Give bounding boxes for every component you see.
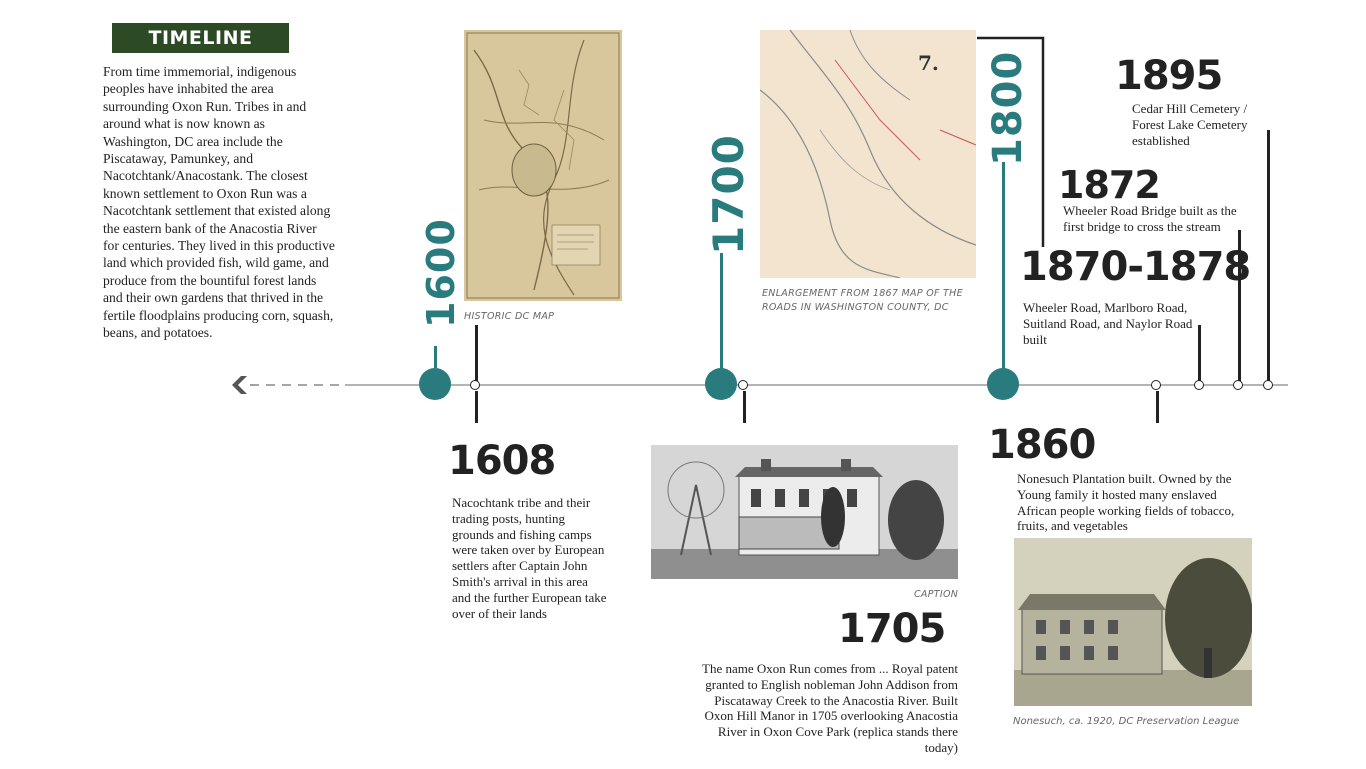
map-plate-number: 7.	[918, 51, 939, 75]
century-1600-dot	[419, 368, 451, 400]
century-1800-dot	[987, 368, 1019, 400]
event-1895-description: Cedar Hill Cemetery / Forest Lake Cemetery established	[1132, 101, 1248, 148]
historic-map-caption: HISTORIC DC MAP	[464, 311, 555, 322]
house-photo-caption: CAPTION	[914, 589, 959, 600]
left-arrow-icon	[232, 376, 247, 394]
event-1860-description: Nonesuch Plantation built. Owned by the Young family it hosted many enslaved African people working fields of tobacco, fruits, and vegetables	[1017, 471, 1235, 534]
event-1870-description: Wheeler Road, Marlboro Road, Suitland Road, and Naylor Road built	[1023, 300, 1193, 347]
tick-1860-lower	[1156, 391, 1159, 423]
century-1700-stem	[720, 253, 723, 369]
tick-1705-dot	[738, 380, 748, 390]
tick-1608-upper	[475, 325, 478, 381]
tick-1705-lower	[743, 391, 746, 423]
tick-1608-lower	[475, 391, 478, 423]
nonesuch-photo-caption: Nonesuch, ca. 1920, DC Preservation League	[1013, 716, 1240, 727]
century-1600-label: 1600	[419, 218, 463, 328]
century-1700-label: 1700	[704, 134, 753, 255]
event-1705-description: The name Oxon Run comes from ... Royal patent granted to English nobleman John Addison from Piscataway Creek to the Anacostia River. Built Oxon Hill Manor in 1705 overlooking Anacostia River in Oxon Cove Park (replica stands there today)	[702, 661, 958, 755]
tick-1872-dot	[1233, 380, 1243, 390]
century-1700-dot	[705, 368, 737, 400]
event-1872-description: Wheeler Road Bridge built as the first bridge to cross the stream	[1063, 203, 1237, 234]
event-1608-description: Nacochtank tribe and their trading posts, hunting grounds and fishing camps were taken over by European settlers after Captain John Smith's arrival in this area and the further European take over of their lands	[452, 495, 607, 621]
event-1872-year: 1872	[1058, 163, 1160, 207]
century-1800-label: 1800	[985, 50, 1031, 166]
intro-paragraph: From time immemorial, indigenous peoples have inhabited the area surrounding Oxon Run. Tribes in and around what is now known as Washington, DC area include the Piscataway, Pamunkey, and Nacotchtank/Anacostank. The closest known settlement to Oxon Run was a Nacotchtank settlement that existed along the eastern bank of the Anacostia River for centuries. They lived in this productive land which provided fish, wild game, and produce from the bountiful forest lands and their own gardens that thrived in the fertile floodplains producing corn, squash, beans, and potatoes.	[103, 64, 335, 341]
tick-1895-dot	[1263, 380, 1273, 390]
tick-1860-dot	[1151, 380, 1161, 390]
event-1705-year: 1705	[838, 606, 946, 652]
tick-1895-upper	[1267, 130, 1270, 381]
tick-1870-dot	[1194, 380, 1204, 390]
oxon-hill-manor-photo	[651, 445, 958, 579]
event-1870-year: 1870-1878	[1020, 244, 1251, 290]
event-1895-year: 1895	[1115, 53, 1223, 99]
roads-map-caption: ENLARGEMENT FROM 1867 MAP OF THE ROADS IN WASHINGTON COUNTY, DC	[762, 288, 963, 313]
historic-dc-map-image	[464, 30, 622, 301]
tick-1608-dot	[470, 380, 480, 390]
event-1608-year: 1608	[448, 438, 556, 484]
event-1860-year: 1860	[988, 422, 1096, 468]
century-1800-stem	[1002, 162, 1005, 369]
roads-map-1867-image	[760, 30, 976, 278]
nonesuch-plantation-photo	[1014, 538, 1252, 706]
century-1600-stem	[434, 346, 437, 368]
timeline-title-badge: TIMELINE	[112, 23, 289, 53]
